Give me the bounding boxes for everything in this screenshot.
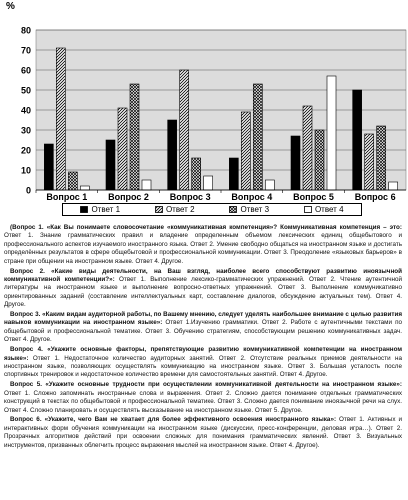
x-axis-ticks [36, 190, 406, 202]
bar-2 [56, 48, 65, 190]
note-answers: Ответ 1. Недостаточное количество аудиторных занятий. Ответ 2. Отсутствие реальных приемов деятельности на иностранном языке, позволяющих осуществлять коммуникацию на иностранном языке. Ответ 3. Большая усталость после спортивных тренировок и недостаточное количество времени для самостоятельных занятий. Ответ 4. Другое. [4, 354, 402, 379]
bar-3 [68, 172, 77, 190]
y-axis-ticks [21, 26, 31, 196]
bar-3 [315, 130, 324, 190]
note-answers: Ответ 1. Активных и интерактивных форм обучения коммуникации на иностранном языке (дискуссии, пресс-конференции, деловая игра…). Ответ 2. Прозрачных алгоритмов действий при освоении сложных для понимания грамматических явлений. Ответ 3. Визуальных инструментов, призванных облегчить процесс выражения мыслей на иностранном языке. Ответ 4. Другое). [4, 416, 402, 449]
note-answers: Ответ 1. Знание грамматических правил и владение определенным объемом лексических единиц общебытового и профессионального аспектов изучаемого иностранного языка. Ответ 2. Умение свободно общаться на иностранном языке и достигать определённых результатов в сфере общебытовой и профессиональной коммуникации. Ответ 3. Преодоление «языковых барьеров» в стране при общении на иностранном языке. Ответ 4. Другое. [4, 232, 402, 265]
bar-1 [168, 120, 177, 190]
note-question: Вопрос 4. «Укажите основные факторы, препятствующие развитию коммуникативной компетенции на иностранном языке»: [4, 346, 402, 362]
y-tick-label: 60 [20, 65, 31, 76]
legend-swatch [229, 206, 237, 213]
note-paragraph [4, 311, 402, 345]
note-question: Вопрос 6. «Укажите, чего Вам не хватает для более эффективного освоения иностранного языка»: [10, 416, 337, 424]
y-tick-label: 10 [20, 165, 31, 176]
legend-swatch [304, 206, 312, 213]
legend-item [304, 205, 344, 214]
note-question: (Вопрос 1. «Как Вы понимаете словосочетание «коммуникативная компетенция»? Коммуникативная компетенция – это: [10, 224, 402, 231]
legend-label: Ответ 3 [240, 205, 270, 214]
bar-4 [80, 186, 89, 190]
bar-1 [106, 140, 115, 190]
bar-3 [130, 84, 139, 190]
bar-2 [118, 108, 127, 190]
questionnaire-notes [4, 224, 402, 452]
y-tick-label: 80 [20, 25, 31, 36]
legend-swatch-box [230, 207, 237, 213]
x-tick-label: Вопрос 5 [293, 192, 334, 202]
y-tick-label: 30 [20, 125, 31, 136]
bar-chart [0, 0, 408, 204]
bar-4 [204, 176, 213, 190]
y-tick-label: 0 [25, 185, 31, 196]
legend-swatch [80, 206, 88, 213]
legend-item [80, 205, 120, 214]
x-tick-label: Вопрос 4 [231, 192, 273, 202]
bar-3 [192, 158, 201, 190]
y-tick-label: 50 [20, 85, 31, 96]
legend-swatch-box [155, 207, 162, 213]
legend-swatch-box [304, 207, 311, 213]
bar-2 [303, 106, 312, 190]
y-tick-label: 70 [20, 45, 31, 56]
legend-item [229, 205, 269, 214]
note-answers: Ответ 1. Сложно запоминать иностранные слова и выражения. Ответ 2. Сложно дается понимание отдельных грамматических конструкций в текстах по общебытовой и профессиональной тематике. Ответ 3. Сложно дается понимание иноязычной речи на слух. Ответ 4. Сложно планировать и осуществлять высказывание на иностранном языке. Ответ 5. Другое. [4, 389, 402, 414]
bar-3 [377, 126, 386, 190]
bar-3 [253, 84, 262, 190]
bar-4 [265, 180, 274, 190]
note-paragraph [4, 381, 402, 415]
y-tick-label: 40 [20, 105, 31, 116]
note-paragraph [4, 224, 402, 266]
bar-4 [389, 182, 398, 190]
x-tick-label: Вопрос 6 [354, 192, 396, 202]
y-tick-label: 20 [20, 145, 31, 156]
note-paragraph [4, 346, 402, 380]
note-question: Вопрос 5. «Укажите основные трудности при осуществлении коммуникативной деятельности на иностранном языке»: [10, 381, 402, 389]
bar-1 [229, 158, 238, 190]
bar-2 [180, 70, 189, 190]
legend-label: Ответ 4 [314, 205, 344, 214]
bar-1 [44, 144, 53, 190]
legend-label: Ответ 2 [165, 205, 195, 214]
note-question: Вопрос 2. «Какие виды деятельности, на Ваш взгляд, наиболее всего способствуют развитию иноязычной коммуникативной компетенции?»: [4, 267, 402, 283]
chart-legend [62, 203, 362, 216]
note-paragraph [4, 416, 402, 450]
bar-4 [142, 180, 151, 190]
note-paragraph [4, 268, 402, 310]
legend-item [155, 205, 195, 214]
x-tick-label: Вопрос 2 [108, 192, 149, 202]
bar-1 [291, 136, 300, 190]
note-answers: Ответ 1. Выполнение лексико-грамматических упражнений. Ответ 2. Чтение аутентичной литературы на иностранном языке и выполнение вопросно-ответных упражнений. Ответ 3. Выполнение коммуникативно ориентированных заданий (составление интеллектуальных карт, составление диалогов, обсуждение актуальных тем). Ответ 4. Другое. [4, 275, 403, 309]
x-tick-label: Вопрос 1 [46, 192, 88, 202]
bar-4 [327, 76, 336, 190]
note-question: Вопрос 3. «Каким видам аудиторной работы, по Вашему мнению, следует уделять наибольшее внимание с целью развития навыков коммуникации на иностранном языке»: [4, 311, 402, 327]
x-tick-label: Вопрос 3 [169, 192, 211, 202]
note-answers: Ответ 1.Изучению грамматики. Ответ 2. Работе с аутентичными текстами по общебытовой и профессиональной тематике. Ответ 3. Обучению стратегиям, способствующим решению коммуникативных задач. Ответ 4. Другое. [4, 319, 402, 344]
bar-2 [365, 134, 374, 190]
legend-swatch [155, 206, 163, 213]
legend-label: Ответ 1 [91, 205, 121, 214]
legend-swatch-box [81, 207, 88, 213]
y-axis-label: % [6, 1, 15, 12]
bar-2 [241, 112, 250, 190]
bar-1 [353, 90, 362, 190]
